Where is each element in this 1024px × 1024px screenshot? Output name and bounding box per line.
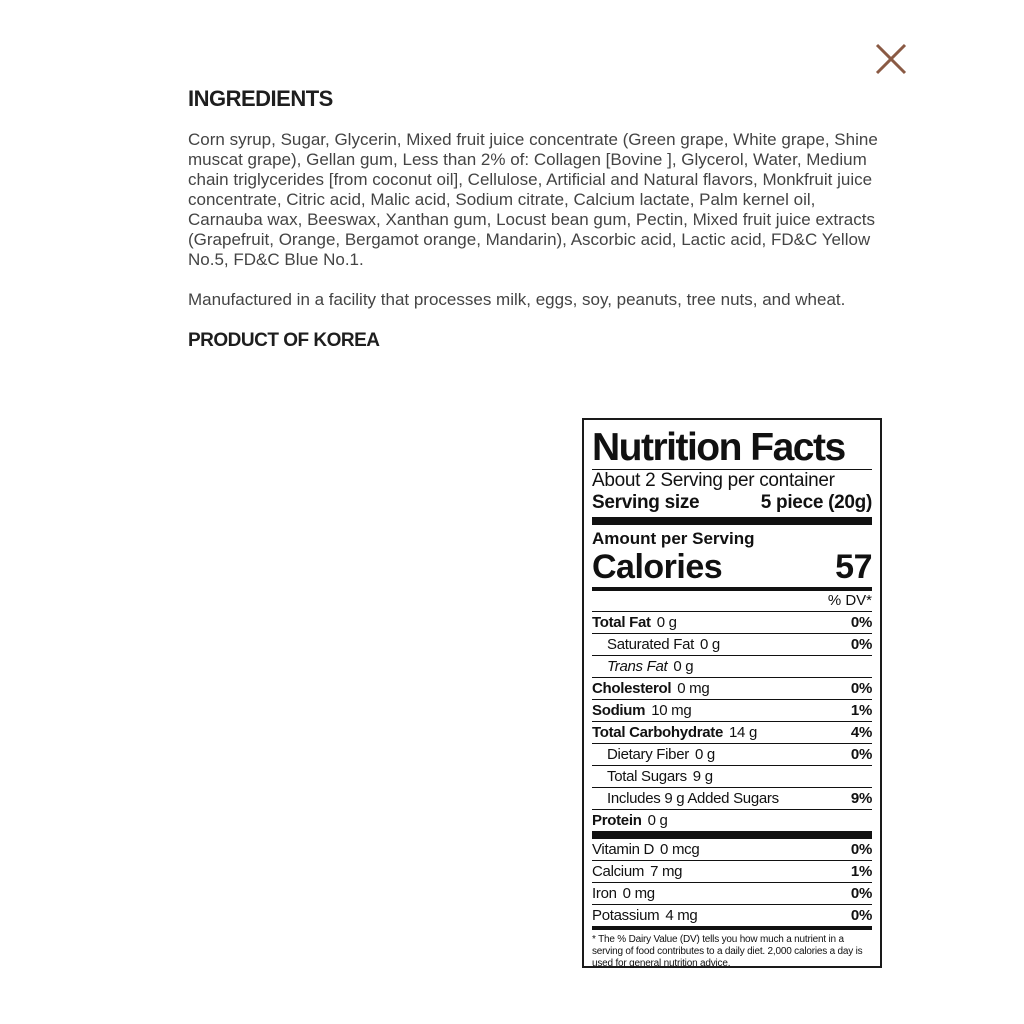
row-saturated-fat bbox=[592, 634, 872, 656]
row-vitamin-d bbox=[592, 839, 872, 861]
nutrient-dv: 0% bbox=[850, 885, 872, 902]
amount-per-serving: Amount per Serving bbox=[592, 529, 755, 548]
nutrient-label: Total Sugars bbox=[607, 768, 687, 785]
servings-per-container: About 2 Serving per container bbox=[592, 469, 872, 492]
nutrient-amount: 0 mcg bbox=[660, 841, 700, 858]
nutrient-amount: 4 mg bbox=[665, 907, 698, 924]
row-added-sugars bbox=[592, 788, 872, 810]
nutrient-amount: 0 g bbox=[656, 614, 677, 631]
nutrient-label: Iron bbox=[592, 885, 617, 902]
row-cholesterol bbox=[592, 678, 872, 700]
nutrient-dv: 9% bbox=[850, 790, 872, 807]
nutrition-facts-title: Nutrition Facts bbox=[592, 426, 845, 469]
dv-footnote: * The % Dairy Value (DV) tells you how much a nutrient in a serving of food contributes to a daily diet. 2,000 calories a day is used for general nutrition advice. bbox=[592, 934, 863, 969]
nutrition-facts-panel bbox=[582, 418, 882, 968]
divider-thick bbox=[592, 831, 872, 839]
nutrient-amount: 14 g bbox=[729, 724, 758, 741]
serving-size-value: 5 piece (20g) bbox=[760, 492, 872, 513]
row-sodium bbox=[592, 700, 872, 722]
row-total-sugars bbox=[592, 766, 872, 788]
row-dietary-fiber bbox=[592, 744, 872, 766]
ingredients-title: INGREDIENTS bbox=[188, 86, 333, 111]
divider-medium bbox=[592, 926, 872, 930]
nutrient-amount: 0 mg bbox=[677, 680, 710, 697]
nutrient-dv: 0% bbox=[850, 614, 872, 631]
nutrient-amount: 10 mg bbox=[651, 702, 692, 719]
facility-allergen-note: Manufactured in a facility that processes milk, eggs, soy, peanuts, tree nuts, and wheat. bbox=[188, 290, 846, 309]
nutrient-amount: 9 g bbox=[692, 768, 713, 785]
nutrient-label: Saturated Fat bbox=[607, 636, 694, 653]
nutrient-amount: 0 g bbox=[694, 746, 715, 763]
row-potassium bbox=[592, 905, 872, 926]
calories-value: 57 bbox=[835, 548, 872, 586]
nutrient-amount: 0 g bbox=[673, 658, 694, 675]
nutrient-amount: 0 mg bbox=[622, 885, 655, 902]
nutrient-dv: 1% bbox=[850, 863, 872, 880]
divider-thick bbox=[592, 517, 872, 525]
nutrient-label: Total Carbohydrate bbox=[592, 724, 724, 741]
nutrient-label: Vitamin D bbox=[592, 841, 655, 858]
nutrient-label: Dietary Fiber bbox=[607, 746, 689, 763]
nutrient-dv: 0% bbox=[850, 680, 872, 697]
nutrient-label: Protein bbox=[592, 812, 642, 829]
nutrient-dv: 0% bbox=[850, 907, 872, 924]
nutrient-amount: 0 g bbox=[700, 636, 720, 653]
nutrient-dv: 4% bbox=[850, 724, 872, 741]
row-total-fat bbox=[592, 612, 872, 634]
nutrient-dv: 0% bbox=[850, 636, 872, 653]
nutrient-dv: 1% bbox=[850, 702, 872, 719]
row-iron bbox=[592, 883, 872, 905]
nutrient-label: Total Fat bbox=[592, 614, 651, 631]
nutrient-label: Calcium bbox=[592, 863, 645, 880]
row-calcium bbox=[592, 861, 872, 883]
calories-label: Calories bbox=[592, 548, 723, 586]
nutrient-label: Cholesterol bbox=[592, 680, 672, 697]
dv-header: % DV* bbox=[592, 591, 872, 612]
nutrient-amount: 0 g bbox=[647, 812, 668, 829]
serving-size-label: Serving size bbox=[592, 492, 700, 513]
ingredients-list: Corn syrup, Sugar, Glycerin, Mixed fruit juice concentrate (Green grape, White grape, Shine muscat grape), Gellan gum, Less than 2% of: Collagen [Bovine ], Glycerol, Water, Medium chain triglycerides [from coconut oil], Cellulose, Artificial and Natural flavors, Monkfruit juice concentrate, Citric acid, Malic acid, Sodium citrate, Calcium lactate, Palm kernel oil, Carnauba wax, Beeswax, Xanthan gum, Locust bean gum, Pectin, Mixed fruit juice extracts (Grapefruit, Orange, Bergamot orange, Mandarin), Ascorbic acid, Lactic acid, FD&C Yellow No.5, FD&C Blue No.1. bbox=[188, 130, 878, 269]
row-trans-fat bbox=[592, 656, 872, 678]
nutrient-label: Trans Fat bbox=[607, 658, 668, 675]
close-icon[interactable] bbox=[872, 40, 910, 78]
nutrient-label: Potassium bbox=[592, 907, 660, 924]
nutrient-label: Sodium bbox=[592, 702, 646, 719]
row-protein bbox=[592, 810, 872, 831]
nutrient-label: Includes 9 g Added Sugars bbox=[607, 790, 779, 807]
calories-row bbox=[592, 549, 872, 585]
serving-size-row bbox=[592, 492, 872, 514]
nutrient-amount: 7 mg bbox=[650, 863, 683, 880]
nutrient-dv: 0% bbox=[850, 841, 872, 858]
row-total-carbohydrate bbox=[592, 722, 872, 744]
nutrient-dv: 0% bbox=[850, 746, 872, 763]
product-origin: PRODUCT OF KOREA bbox=[188, 330, 380, 351]
